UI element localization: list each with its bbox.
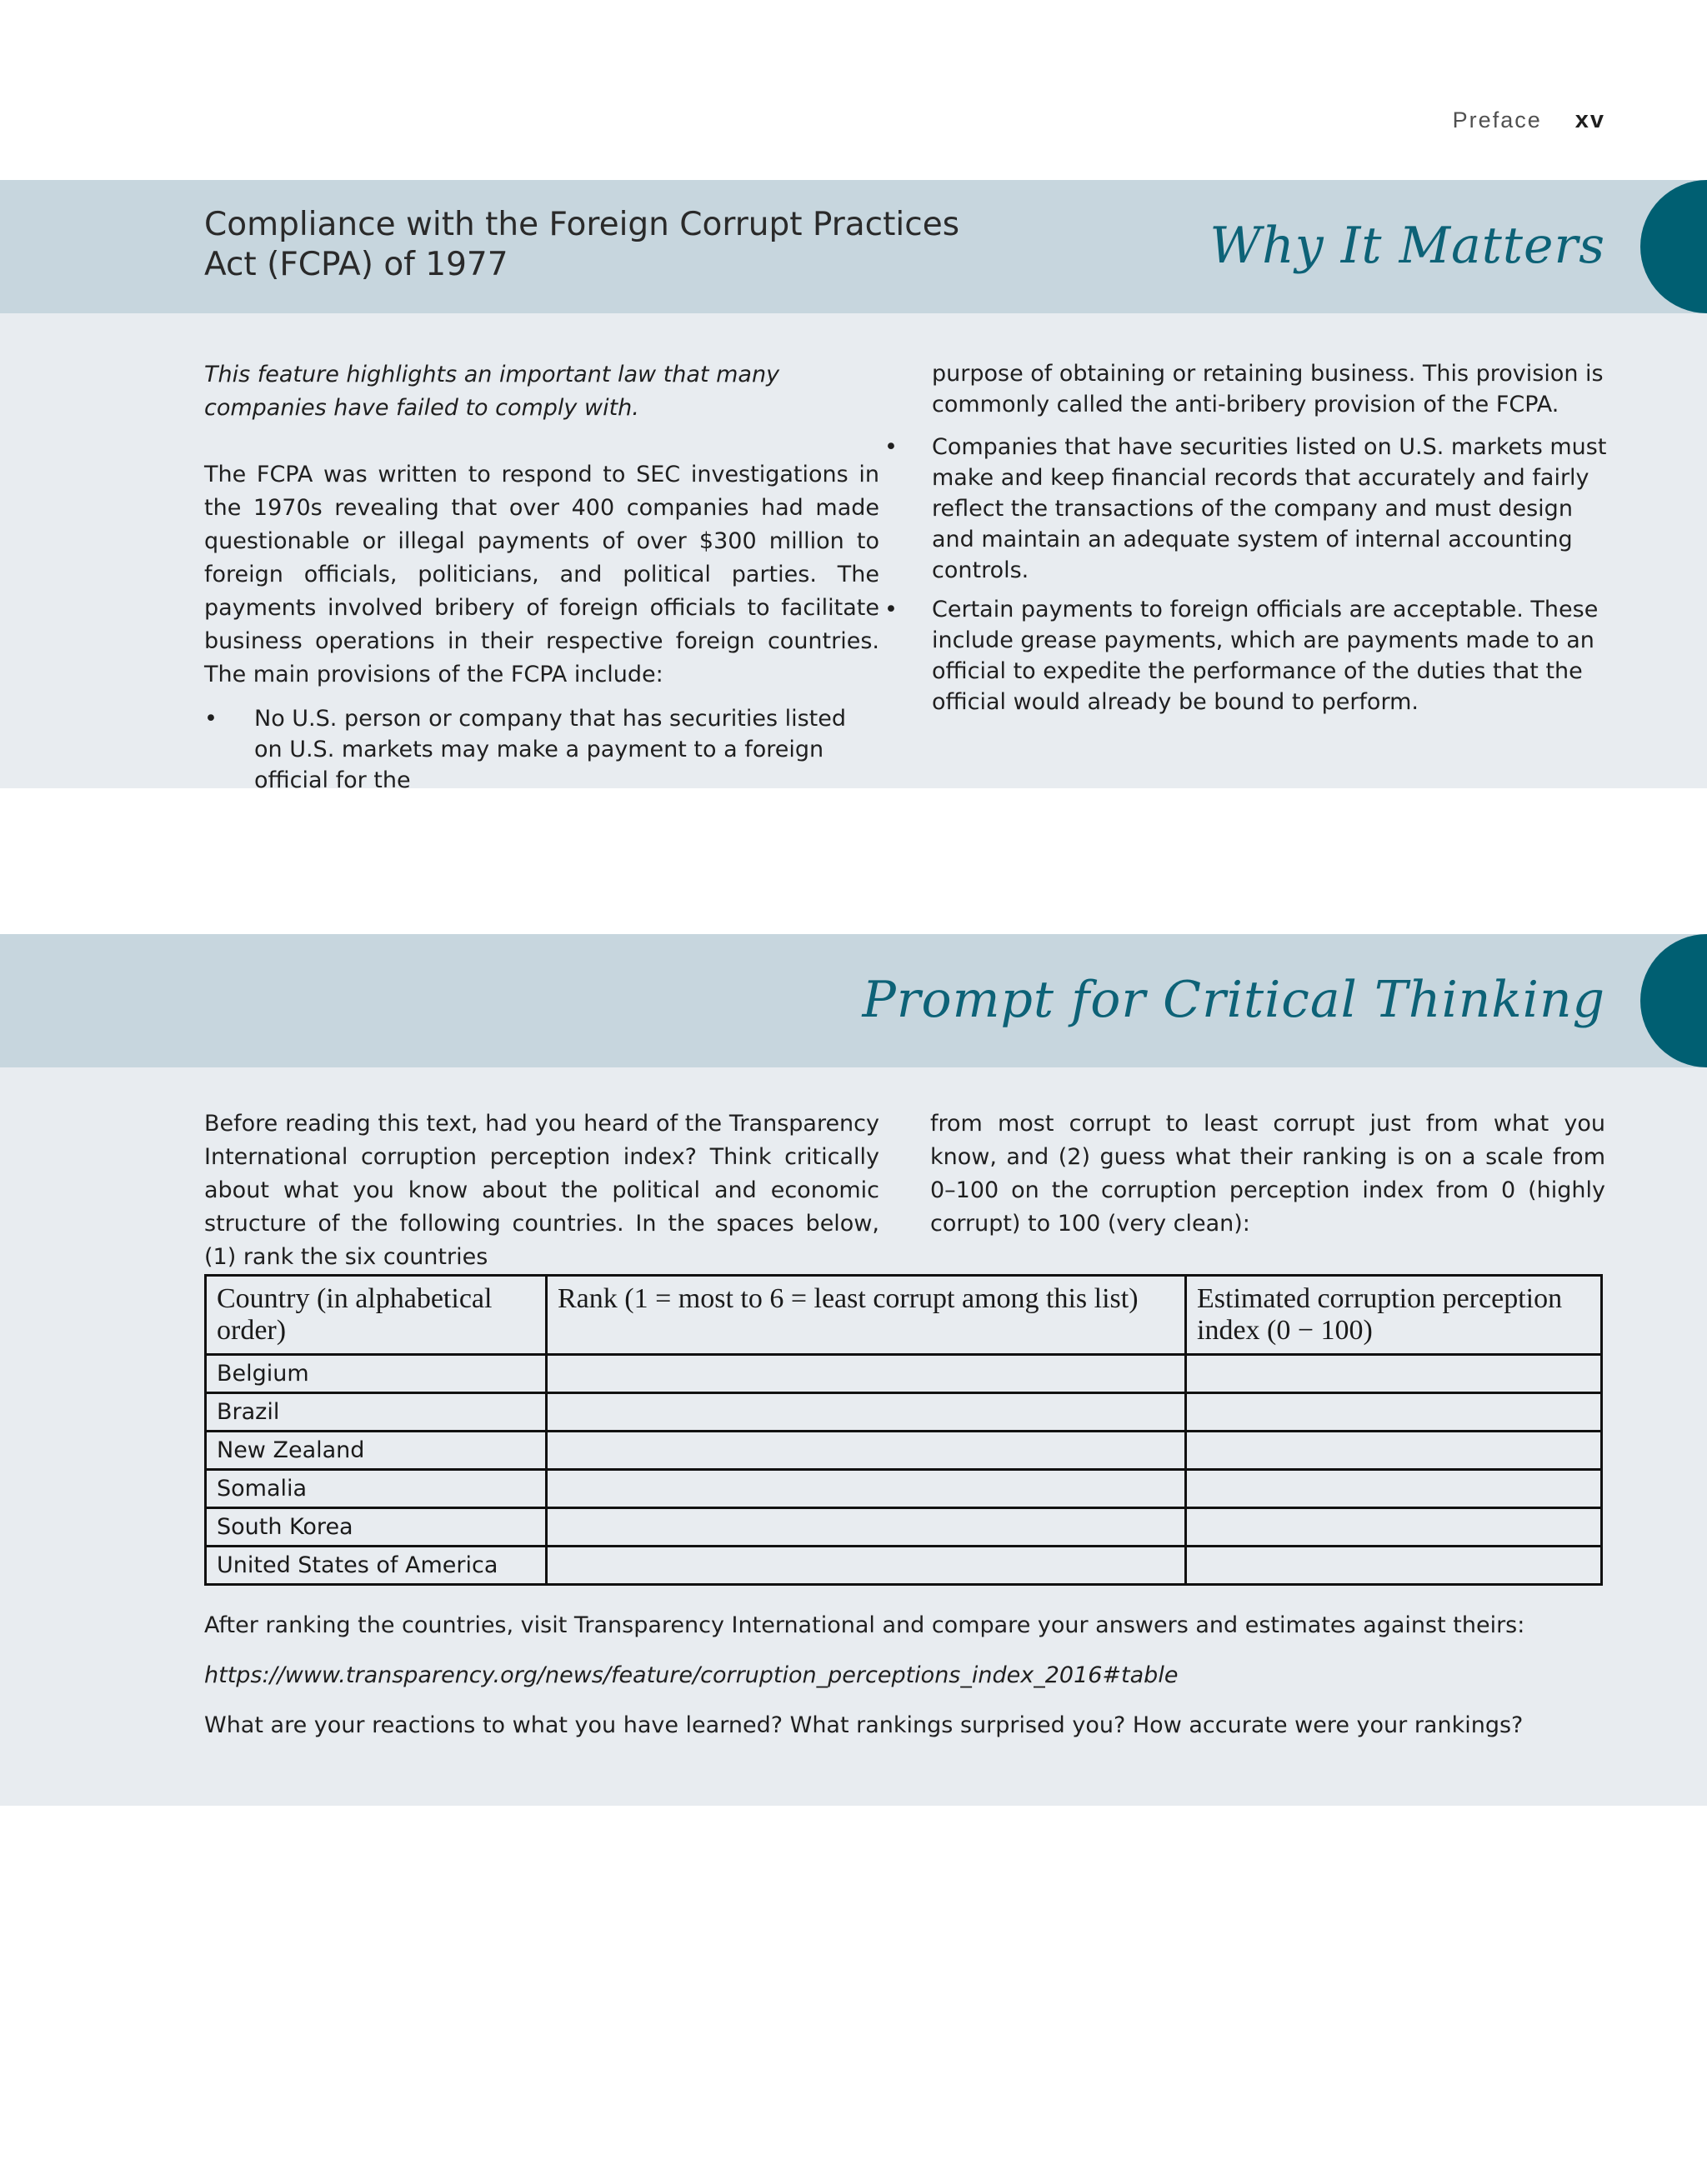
running-head-section: Preface	[1452, 107, 1542, 132]
critical-thinking-heading: Prompt for Critical Thinking	[862, 971, 1605, 1029]
rank-cell[interactable]	[547, 1432, 1186, 1470]
panel1-left-column	[204, 358, 879, 804]
ranking-table	[204, 1274, 1603, 1586]
prompt-paragraph-left: Before reading this text, had you heard of the Transparency International corruption perception index? Think critically about what you know about the political and economic structure of the following countries. In the spaces below, (1) rank the six countries	[204, 1111, 879, 1270]
rank-cell[interactable]	[547, 1470, 1186, 1508]
critical-thinking-panel	[0, 1067, 1707, 1806]
why-it-matters-banner	[0, 180, 1707, 313]
bullet-1-continued: purpose of obtaining or retaining business. This provision is commonly called the anti-bribery provision of the FCPA.	[932, 361, 1604, 417]
estimate-cell[interactable]	[1186, 1355, 1602, 1393]
header-estimate: Estimated corruption perception index (0 − 100)	[1186, 1276, 1602, 1355]
rank-cell[interactable]	[547, 1547, 1186, 1585]
fcpa-paragraph: The FCPA was written to respond to SEC investigations in the 1970s revealing that over 400 companies had made questionable or illegal payments of over $300 million to foreign officials, politicians, and political parties. The payments involved bribery of foreign officials to facilitate business operations in their respective foreign countries. The main provisions of the FCPA include:	[204, 462, 879, 687]
reflection-questions: What are your reactions to what you have learned? What rankings surprised you? How accurate were your rankings?	[204, 1712, 1524, 1738]
bullet-2-text: Companies that have securities listed on U.S. markets must make and keep financial records that accurately and fairly reflect the transactions of the company and must design and maintain an adequate system of internal accounting controls.	[932, 434, 1607, 583]
header-rank: Rank (1 = most to 6 = least corrupt among this list)	[547, 1276, 1186, 1355]
banner-tab-icon	[1640, 180, 1707, 313]
panel2-right-column	[930, 1107, 1605, 1241]
feature-title	[204, 205, 1038, 285]
country-cell: New Zealand	[206, 1432, 547, 1470]
estimate-cell[interactable]	[1186, 1432, 1602, 1470]
country-cell: South Korea	[206, 1508, 547, 1547]
feature-intro: This feature highlights an important law that many companies have failed to comply with.	[204, 362, 780, 421]
country-cell: Brazil	[206, 1393, 547, 1432]
country-cell: Somalia	[206, 1470, 547, 1508]
panel2-left-column	[204, 1107, 879, 1274]
banner-tab-icon	[1640, 934, 1707, 1067]
table-row	[206, 1470, 1602, 1508]
estimate-cell[interactable]	[1186, 1547, 1602, 1585]
table-row	[206, 1355, 1602, 1393]
table-row	[206, 1393, 1602, 1432]
list-item	[884, 594, 1611, 717]
feature-title-line-2: Act (FCPA) of 1977	[204, 246, 508, 283]
bullet-3-text: Certain payments to foreign officials are acceptable. These include grease payments, which are payments made to an official to expedite the performance of the duties that the official would already be bound to perform.	[932, 597, 1599, 715]
table-header-row	[206, 1276, 1602, 1355]
panel1-right-column	[884, 358, 1611, 726]
transparency-url-link[interactable]: https://www.transparency.org/news/feature/corruption_perceptions_index_2016#table	[204, 1662, 1179, 1688]
why-it-matters-panel	[0, 313, 1707, 793]
estimate-cell[interactable]	[1186, 1470, 1602, 1508]
list-item	[204, 703, 879, 796]
provisions-list-continued	[884, 432, 1611, 717]
header-country: Country (in alphabetical order)	[206, 1276, 547, 1355]
rank-cell[interactable]	[547, 1355, 1186, 1393]
estimate-cell[interactable]	[1186, 1508, 1602, 1547]
bullet-icon: •	[884, 597, 898, 622]
provisions-list	[204, 703, 879, 796]
country-cell: Belgium	[206, 1355, 547, 1393]
critical-thinking-banner	[0, 934, 1707, 1067]
why-it-matters-heading: Why It Matters	[1209, 217, 1605, 275]
table-row	[206, 1547, 1602, 1585]
feature-title-line-1: Compliance with the Foreign Corrupt Practices	[204, 206, 960, 243]
after-ranking-text: After ranking the countries, visit Transparency International and compare your answers and estimates against theirs:	[204, 1612, 1525, 1638]
list-item	[884, 432, 1611, 586]
running-head	[1453, 107, 1605, 134]
rank-cell[interactable]	[547, 1393, 1186, 1432]
prompt-paragraph-right: from most corrupt to least corrupt just from what you know, and (2) guess what their ranking is on a scale from 0–100 on the corruption perception index from 0 (highly corrupt) to 100 (very clean):	[930, 1111, 1605, 1237]
bullet-1-text: No U.S. person or company that has securities listed on U.S. markets may make a payment to a foreign official for the	[254, 706, 847, 793]
table-row	[206, 1508, 1602, 1547]
rank-cell[interactable]	[547, 1508, 1186, 1547]
estimate-cell[interactable]	[1186, 1393, 1602, 1432]
country-cell: United States of America	[206, 1547, 547, 1585]
bullet-icon: •	[884, 434, 898, 460]
bullet-icon: •	[204, 706, 218, 732]
page-number: xv	[1574, 107, 1605, 133]
table-row	[206, 1432, 1602, 1470]
